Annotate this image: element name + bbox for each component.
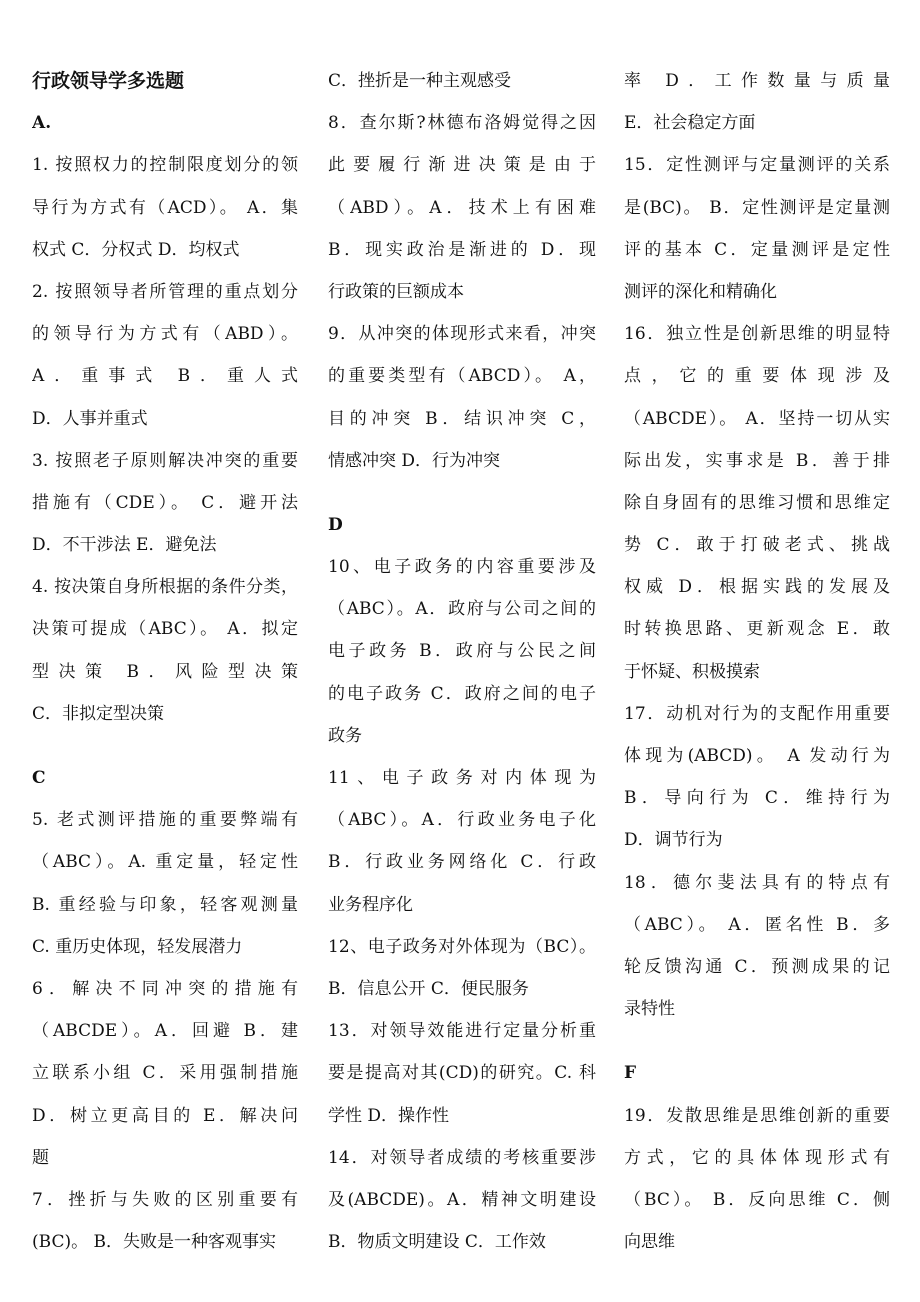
document-title: 行政领导学多选题 — [32, 70, 185, 92]
question-text-line: 录特性 — [624, 999, 675, 1020]
section-heading: A. — [32, 113, 52, 134]
question-text-line: 措施有（CDE）。 C．避开法 — [32, 492, 298, 513]
question-text-line: 评的基本 C．定量测评是定性 — [624, 239, 890, 260]
question-text-line: C．非拟定型决策 — [32, 703, 165, 724]
question-text-line: D．人事并重式 — [32, 408, 148, 429]
question-text-line: 此要履行渐进决策是由于 — [328, 155, 596, 176]
question-text-line: 方式，它的具体体现形式有 — [624, 1147, 890, 1168]
question-text-line: D．调节行为 — [624, 830, 723, 851]
question-text-line: 势 C．敢于打破老式、挑战 — [624, 535, 890, 556]
question-text-line: （ABC）。A. 重定量，轻定性 — [32, 852, 298, 873]
section-gap — [32, 735, 298, 757]
question-text-line: 向思维 — [624, 1232, 675, 1253]
section-heading: C — [32, 768, 46, 788]
question-text-line: （ABCDE）。 A．坚持一切从实 — [624, 408, 890, 429]
question-text-line: 权式 C．分权式 D．均权式 — [32, 239, 240, 260]
question-text-line: (BC)。 B．失败是一种客观事实 — [32, 1232, 276, 1253]
question-text-line: 9．从冲突的体现形式来看，冲突 — [328, 324, 596, 345]
question-text-line: 5. 老式测评措施的重要弊端有 — [32, 810, 298, 831]
question-text-line: 题 — [32, 1147, 49, 1168]
question-text-line: B．物质文明建设 C．工作效 — [328, 1232, 546, 1253]
column-middle — [328, 60, 596, 1263]
question-text-line: 目的冲突 B．结识冲突 C， — [328, 408, 596, 429]
question-text-line: 及(ABCDE)。A．精神文明建设 — [328, 1189, 596, 1210]
question-text-line: （ABC）。A．行政业务电子化 — [328, 810, 596, 831]
question-text-line: C. 重历史体现，轻发展潜力 — [32, 936, 243, 957]
question-text-line: 率 D．工作数量与质量 — [624, 71, 890, 91]
question-text-line: 的领导行为方式有（ABD）。 — [32, 324, 298, 345]
question-text-line: 11、电子政务对内体现为 — [328, 768, 596, 788]
column-right — [624, 60, 890, 1263]
question-text-line: 6．解决不同冲突的措施有 — [32, 978, 298, 999]
question-text-line: 的重要类型有（ABCD）。 A， — [328, 366, 596, 387]
section-gap — [624, 1030, 890, 1052]
section-gap — [328, 482, 596, 504]
question-text-line: 际出发，实事求是 B．善于排 — [624, 450, 890, 471]
question-text-line: D．不干涉法 E．避免法 — [32, 535, 217, 556]
question-text-line: 于怀疑、积极摸索 — [624, 661, 760, 682]
question-text-line: B．导向行为 C．维持行为 — [624, 788, 890, 809]
question-text-line: （BC）。 B．反向思维 C．侧 — [624, 1189, 890, 1210]
question-text-line: 16．独立性是创新思维的明显特 — [624, 324, 890, 345]
question-text-line: 13．对领导效能进行定量分析重 — [328, 1021, 596, 1042]
question-text-line: 测评的深化和精确化 — [624, 281, 777, 302]
question-text-line: 除自身固有的思维习惯和思维定 — [624, 492, 890, 513]
question-text-line: 电子政务 B．政府与公民之间 — [328, 641, 596, 662]
question-text-line: 型决策 B．风险型决策 — [32, 661, 298, 682]
question-text-line: （ABD）。A．技术上有困难 — [328, 197, 596, 218]
question-text-line: 1. 按照权力的控制限度划分的领 — [32, 155, 298, 176]
question-text-line: 10、电子政务的内容重要涉及 — [328, 557, 596, 578]
question-text-line: （ABCDE）。A．回避 B．建 — [32, 1021, 298, 1042]
question-text-line: 要是提高对其(CD)的研究。C. 科 — [328, 1063, 596, 1084]
question-text-line: 轮反馈沟通 C．预测成果的记 — [624, 956, 890, 977]
question-text-line: 3. 按照老子原则解决冲突的重要 — [32, 450, 298, 471]
question-text-line: 情感冲突 D．行为冲突 — [328, 450, 501, 471]
question-text-line: 14．对领导者成绩的考核重要涉 — [328, 1147, 596, 1168]
section-heading: D — [328, 514, 343, 535]
question-text-line: 政务 — [328, 725, 362, 746]
question-text-line: 业务程序化 — [328, 894, 413, 915]
question-text-line: B．行政业务网络化 C．行政 — [328, 852, 596, 873]
question-text-line: 体现为(ABCD)。 A 发动行为 — [624, 746, 890, 766]
question-text-line: A．重事式 B．重人式 — [32, 366, 298, 387]
question-text-line: 17．动机对行为的支配作用重要 — [624, 703, 890, 724]
question-text-line: B．现实政治是渐进的 D．现 — [328, 239, 596, 260]
question-text-line: 导行为方式有（ACD）。 A．集 — [32, 197, 298, 218]
section-heading: F — [624, 1063, 637, 1084]
question-text-line: 18．德尔斐法具有的特点有 — [624, 872, 890, 893]
question-text-line: 4. 按决策自身所根据的条件分类， — [32, 577, 298, 598]
question-text-line: 权威 D．根据实践的发展及 — [624, 577, 890, 598]
question-text-line: B．信息公开 C．便民服务 — [328, 978, 529, 999]
question-text-line: 决策可提成（ABC）。 A．拟定 — [32, 619, 298, 640]
question-text-line: B. 重经验与印象，轻客观测量 — [32, 894, 298, 915]
question-text-line: （ABC）。 A．匿名性 B．多 — [624, 914, 890, 935]
question-text-line: （ABC）。A．政府与公司之间的 — [328, 599, 596, 620]
question-text-line: 15．定性测评与定量测评的关系 — [624, 155, 890, 176]
question-text-line: 是(BC)。 B．定性测评是定量测 — [624, 197, 890, 218]
column-left — [32, 60, 298, 1263]
question-text-line: 的电子政务 C．政府之间的电子 — [328, 683, 596, 704]
question-text-line: 19．发散思维是思维创新的重要 — [624, 1105, 890, 1126]
question-text-line: C．挫折是一种主观感受 — [328, 71, 512, 91]
question-text-line: 点，它的重要体现涉及 — [624, 366, 890, 387]
question-text-line: 8．查尔斯?林德布洛姆觉得之因 — [328, 113, 596, 134]
question-text-line: E．社会稳定方面 — [624, 113, 756, 134]
question-text-line: D．树立更高目的 E．解决问 — [32, 1105, 298, 1126]
question-text-line: 7．挫折与失败的区别重要有 — [32, 1189, 298, 1210]
question-text-line: 立联系小组 C．采用强制措施 — [32, 1063, 298, 1084]
question-text-line: 行政策的巨额成本 — [328, 281, 464, 302]
question-text-line: 2. 按照领导者所管理的重点划分 — [32, 281, 298, 302]
question-text-line: 12、电子政务对外体现为（BC）。 — [328, 936, 596, 957]
question-text-line: 时转换思路、更新观念 E．敢 — [624, 619, 890, 640]
question-text-line: 学性 D．操作性 — [328, 1105, 450, 1126]
